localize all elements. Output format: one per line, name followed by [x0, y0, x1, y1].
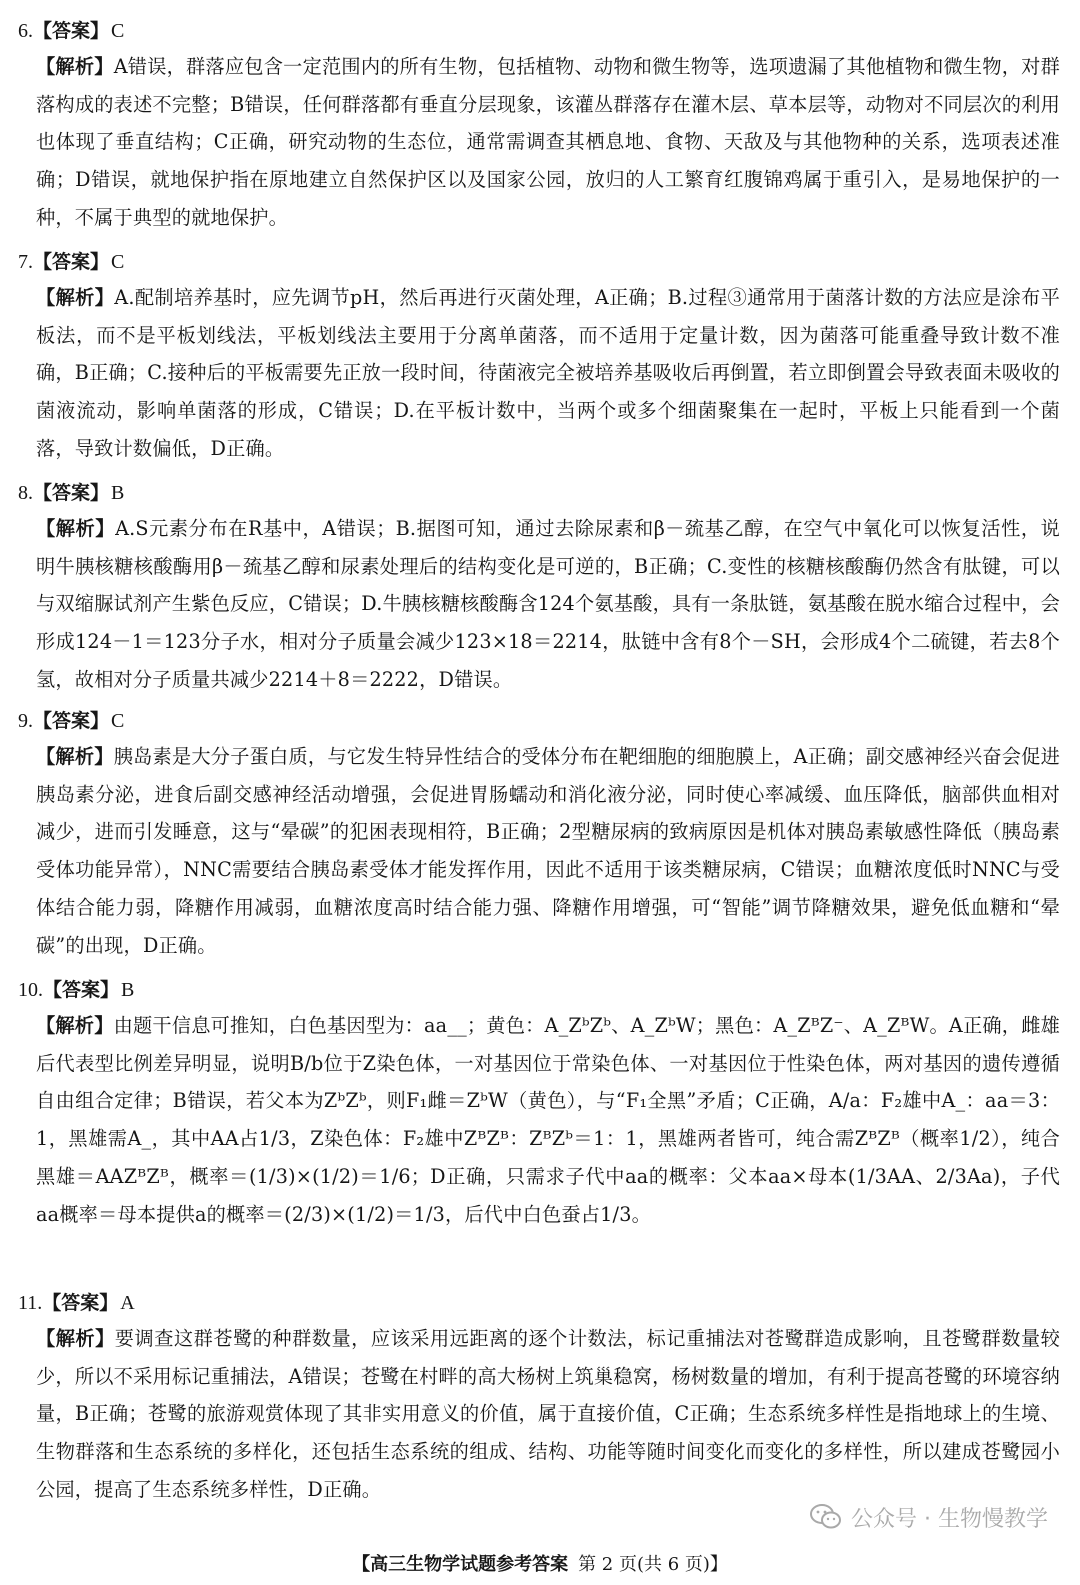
explanation-label: 【解析】	[36, 1014, 114, 1037]
explanation	[18, 1007, 1060, 1233]
answer-label: 【答案】	[33, 251, 110, 273]
answer-value: B	[121, 979, 135, 1001]
explanation-text: 要调查这群苍鹭的种群数量，应该采用远距离的逐个计数法，标记重捕法对苍鹭群造成影响，且苍鹭群数量较少，所以不采用标记重捕法，A错误；苍鹭在村畔的高大杨树上筑巢稳窝，杨树数量的增加，有利于提高苍鹭的环境容纳量，B正确；苍鹭的旅游观赏体现了其非实用意义的价值，属于直接价值，C正确；生态系统多样性是指地球上的生境、生物群落和生态系统的多样化，还包括生态系统的组成、结构、功能等随时间变化而变化的多样性，所以建成苍鹭园小公园，提高了生态系统多样性，D正确。	[36, 1327, 1060, 1501]
explanation-text: A.配制培养基时，应先调节pH，然后再进行灭菌处理，A正确；B.过程③通常用于菌落计数的方法应是涂布平板法，而不是平板划线法，平板划线法主要用于分离单菌落，而不适用于定量计数，因为菌落可能重叠导致计数不准确，B正确；C.接种后的平板需要先正放一段时间，待菌液完全被培养基吸收后再倒置，若立即倒置会导致表面未吸收的菌液流动，影响单菌落的形成，C错误；D.在平板计数中，当两个或多个细菌聚集在一起时，平板上只能看到一个菌落，导致计数偏低，D正确。	[36, 286, 1060, 460]
footer-title: 【高三生物学试题参考答案	[352, 1554, 569, 1575]
wechat-logo-icon	[809, 1502, 843, 1532]
answer-label: 【答案】	[33, 20, 110, 42]
explanation	[18, 738, 1060, 964]
question-6	[18, 14, 1060, 237]
question-header	[18, 973, 1060, 1007]
question-number: 8.	[18, 482, 33, 504]
question-9	[18, 704, 1060, 964]
explanation-label: 【解析】	[36, 1327, 115, 1350]
question-number: 10.	[18, 979, 43, 1001]
explanation-text: A错误，群落应包含一定范围内的所有生物，包括植物、动物和微生物等，选项遗漏了其他植物和微生物，对群落构成的表述不完整；B错误，任何群落都有垂直分层现象，该灌丛群落存在灌木层、草本层等，动物对不同层次的利用也体现了垂直结构；C正确，研究动物的生态位，通常需调查其栖息地、食物、天敌及与其他物种的关系，选项表述准确；D错误，就地保护指在原地建立自然保护区以及国家公园，放归的人工繁育红腹锦鸡属于重引入，是易地保护的一种，不属于典型的就地保护。	[36, 55, 1060, 229]
question-header	[18, 14, 1060, 48]
question-7	[18, 245, 1060, 468]
explanation	[18, 1320, 1060, 1509]
question-number: 7.	[18, 251, 33, 273]
answer-value: C	[111, 251, 125, 273]
page-footer	[0, 1550, 1080, 1580]
watermark-text: 公众号 · 生物慢教学	[851, 1506, 1048, 1532]
answer-value: C	[111, 20, 125, 42]
explanation-text: 由题干信息可推知，白色基因型为：aa__；黄色：A_ZᵇZᵇ、A_ZᵇW；黑色：A_ZᴮZ⁻、A_ZᴮW。A正确，雌雄后代表型比例差异明显，说明B/b位于Z染色体，一对基因位于常染色体、一对基因位于性染色体，两对基因的遗传遵循自由组合定律；B错误，若父本为ZᵇZᵇ，则F₁雌＝ZᵇW（黄色），与“F₁全黑”矛盾；C正确，A/a：F₂雄中A_：aa＝3：1，黑雄需A_，其中AA占1/3，Z染色体：F₂雄中ZᴮZᴮ：ZᴮZᵇ＝1：1，黑雄两者皆可，纯合需ZᴮZᴮ（概率1/2），纯合黑雄＝AAZᴮZᴮ，概率＝(1/3)×(1/2)＝1/6；D正确，只需求子代中aa的概率：父本aa×母本(1/3AA、2/3Aa)，子代aa概率＝母本提供a的概率＝(2/3)×(1/2)＝1/3，后代中白色蚕占1/3。	[36, 1014, 1060, 1226]
question-header	[18, 476, 1060, 510]
question-header	[18, 1286, 1060, 1320]
answer-value: C	[111, 710, 125, 732]
question-header	[18, 245, 1060, 279]
answer-label: 【答案】	[33, 710, 110, 732]
explanation-label: 【解析】	[36, 517, 116, 540]
question-number: 6.	[18, 20, 33, 42]
question-header	[18, 704, 1060, 738]
question-10	[18, 973, 1060, 1233]
question-11	[18, 1286, 1060, 1509]
explanation-label: 【解析】	[36, 286, 115, 309]
page-number: 第 2 页(共 6 页)】	[578, 1554, 728, 1575]
explanation-label: 【解析】	[36, 745, 114, 768]
answer-label: 【答案】	[43, 979, 120, 1001]
explanation-text: A.S元素分布在R基中，A错误；B.据图可知，通过去除尿素和β－巯基乙醇，在空气中氧化可以恢复活性，说明牛胰核糖核酸酶用β－巯基乙醇和尿素处理后的结构变化是可逆的，B正确；C.变性的核糖核酸酶仍然含有肽键，可以与双缩脲试剂产生紫色反应，C错误；D.牛胰核糖核酸酶含124个氨基酸，具有一条肽链，氨基酸在脱水缩合过程中，会形成124－1＝123分子水，相对分子质量会减少123×18＝2214，肽链中含有8个－SH，会形成4个二硫键，若去8个氢，故相对分子质量共减少2214＋8＝2222，D错误。	[36, 517, 1060, 691]
answer-value: B	[111, 482, 125, 504]
watermark	[809, 1497, 1048, 1537]
explanation-label: 【解析】	[36, 55, 114, 78]
question-number: 11.	[18, 1292, 43, 1314]
explanation	[18, 510, 1060, 699]
question-8	[18, 476, 1060, 699]
answer-label: 【答案】	[33, 482, 110, 504]
answer-label: 【答案】	[42, 1292, 119, 1314]
explanation	[18, 48, 1060, 237]
explanation-text: 胰岛素是大分子蛋白质，与它发生特异性结合的受体分布在靶细胞的细胞膜上，A正确；副交感神经兴奋会促进胰岛素分泌，进食后副交感神经活动增强，会促进胃肠蠕动和消化液分泌，同时使心率减缓、血压降低，脑部供血相对减少，进而引发睡意，这与“晕碳”的犯困表现相符，B正确；2型糖尿病的致病原因是机体对胰岛素敏感性降低（胰岛素受体功能异常），NNC需要结合胰岛素受体才能发挥作用，因此不适用于该类糖尿病，C错误；血糖浓度低时NNC与受体结合能力弱，降糖作用减弱，血糖浓度高时结合能力强、降糖作用增强，可“智能”调节降糖效果，避免低血糖和“晕碳”的出现，D正确。	[36, 745, 1060, 957]
question-number: 9.	[18, 710, 33, 732]
answer-value: A	[120, 1292, 135, 1314]
explanation	[18, 279, 1060, 468]
